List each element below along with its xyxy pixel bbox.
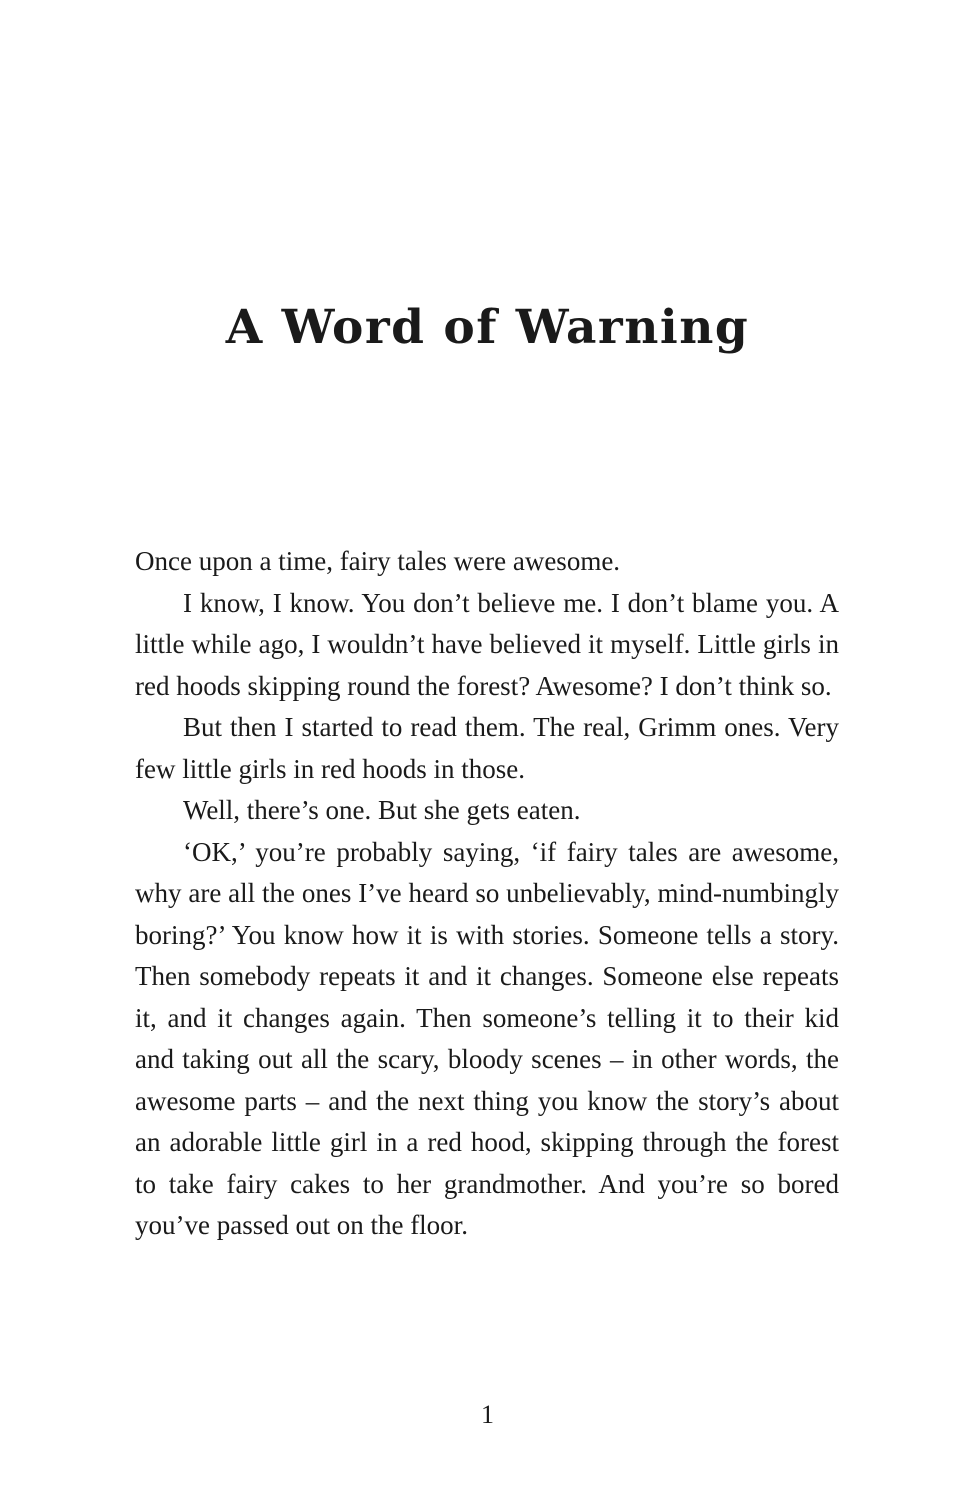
body-text	[135, 541, 839, 1247]
chapter-title: A Word of Warning	[225, 300, 750, 355]
paragraph-5: ‘OK,’ you’re probably saying, ‘if fairy tales are awesome, why are all the ones I’ve heard so unbelievably, mind-numbingly boring?’ You know how it is with stories. Someone tells a story. Then somebody repeats it and it changes. Someone else repeats it, and it changes again. Then someone’s telling it to their kid and taking out all the scary, bloody scenes – in other words, the awesome parts – and the next thing you know the story’s about an adorable little girl in a red hood, skipping through the forest to take fairy cakes to her grandmother. And you’re so bored you’ve passed out on the floor.	[135, 836, 839, 1240]
paragraph-4: Well, there’s one. But she gets eaten.	[183, 795, 581, 825]
page-number: 1	[481, 1400, 494, 1429]
paragraph-2: I know, I know. You don’t believe me. I don’t blame you. A little while ago, I wouldn’t have believed it myself. Little girls in red hoods skipping round the forest? Awesome? I don’t think so.	[135, 587, 839, 701]
paragraph-1: Once upon a time, fairy tales were awesome.	[135, 546, 621, 576]
paragraph-3: But then I started to read them. The real, Grimm ones. Very few little girls in red hoods in those.	[135, 712, 839, 784]
